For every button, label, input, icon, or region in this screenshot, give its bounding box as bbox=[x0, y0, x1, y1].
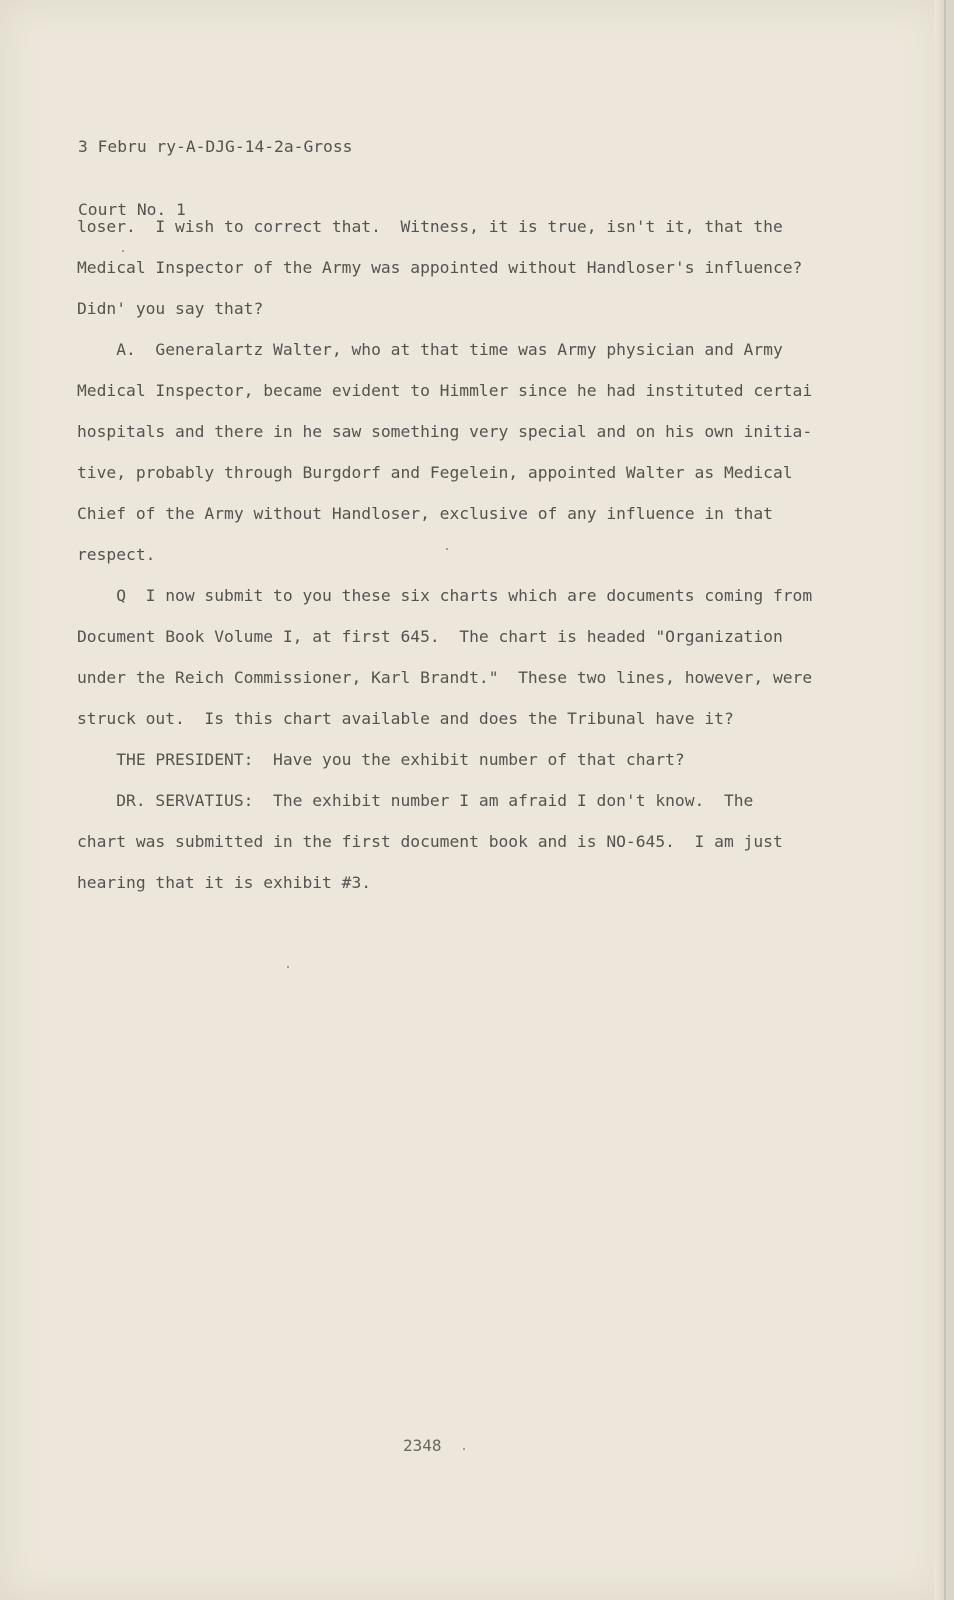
header-court: Court No. 1 bbox=[78, 200, 186, 219]
transcript-line: THE PRESIDENT: Have you the exhibit number of that chart? bbox=[77, 750, 685, 769]
transcript-line: Medical Inspector, became evident to Himmler since he had instituted certai bbox=[77, 381, 813, 400]
page-edge-shadow bbox=[934, 0, 944, 1600]
paper-speck bbox=[122, 250, 124, 252]
transcript-line: struck out. Is this chart available and does the Tribunal have it? bbox=[77, 709, 734, 728]
transcript-line: tive, probably through Burgdorf and Fegelein, appointed Walter as Medical bbox=[77, 463, 793, 482]
transcript-line: Document Book Volume I, at first 645. The chart is headed "Organization bbox=[77, 627, 783, 646]
transcript-body bbox=[77, 214, 877, 911]
paper-speck bbox=[446, 548, 448, 550]
transcript-line: respect. bbox=[77, 545, 156, 564]
transcript-line: A. Generalartz Walter, who at that time was Army physician and Army bbox=[77, 340, 783, 359]
transcript-line: hearing that it is exhibit #3. bbox=[77, 873, 372, 892]
transcript-line: chart was submitted in the first document book and is NO-645. I am just bbox=[77, 832, 783, 851]
transcript-line: Chief of the Army without Handloser, exclusive of any influence in that bbox=[77, 504, 773, 523]
transcript-line: DR. SERVATIUS: The exhibit number I am afraid I don't know. The bbox=[77, 791, 754, 810]
paper-speck bbox=[463, 1448, 465, 1450]
transcript-line: under the Reich Commissioner, Karl Brandt." These two lines, however, were bbox=[77, 668, 813, 687]
page-number: 2348 bbox=[403, 1436, 442, 1455]
header-reference: 3 Febru ry-A-DJG-14-2a-Gross bbox=[78, 137, 353, 156]
transcript-line: Q I now submit to you these six charts which are documents coming from bbox=[77, 586, 813, 605]
transcript-line: hospitals and there in he saw something very special and on his own initia- bbox=[77, 422, 813, 441]
transcript-line: Medical Inspector of the Army was appointed without Handloser's influence? bbox=[77, 258, 803, 277]
paper-speck bbox=[287, 966, 289, 968]
transcript-line: loser. I wish to correct that. Witness, it is true, isn't it, that the bbox=[77, 217, 783, 236]
transcript-line: Didn' you say that? bbox=[77, 299, 264, 318]
